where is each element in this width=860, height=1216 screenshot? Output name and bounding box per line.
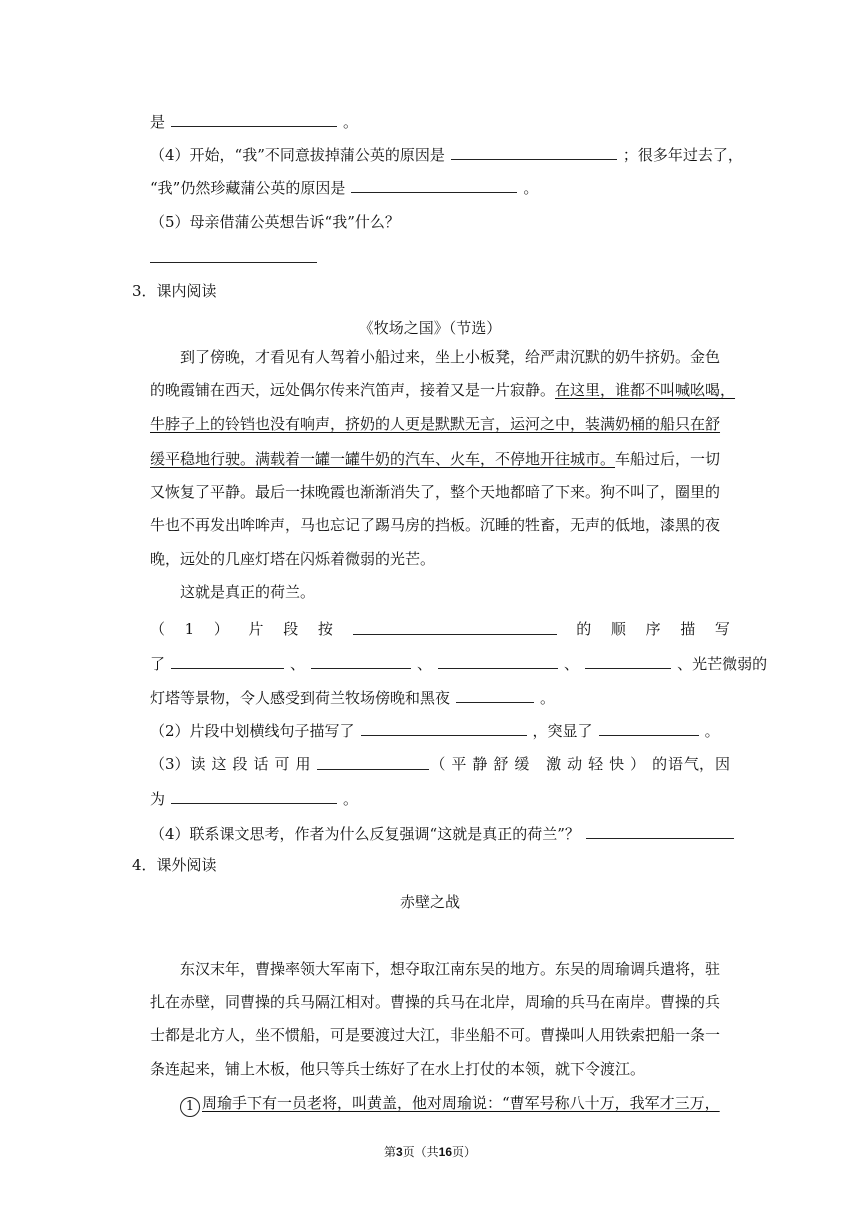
section-4-heading: 4．课外阅读 [132,856,217,874]
blank-field[interactable] [311,656,411,669]
paragraph-line: 士都是北方人，坐不惯船，可是要渡过大江，非坐船不可。曹操叫人用铁索把船一条一 [150,1026,721,1044]
question-1-cont: 了 、 、 、 、光芒微弱的 [150,655,768,673]
blank-field[interactable] [599,723,699,736]
section-4-title: 赤壁之战 [399,893,460,911]
section-3-title: 《牧场之国》（节选） [358,319,502,337]
blank-field[interactable] [585,656,671,669]
question-1-cont2: 灯塔等景物，令人感受到荷兰牧场傍晚和黑夜 。 [150,689,556,707]
blank-field[interactable] [171,791,337,804]
paragraph-line: 牛也不再发出哞哞声，马也忘记了踢马房的挡板。沉睡的牲畜，无声的低地，漆黑的夜 [150,516,721,534]
paragraph-line: 扎在赤壁，同曹操的兵马隔江相对。曹操的兵马在北岸，周瑜的兵马在南岸。曹操的兵 [150,993,721,1011]
answer-line-1: 是 。 [150,113,359,131]
paragraph-line: 条连起来，铺上木板，他只等兵士练好了在水上打仗的本领，就下令渡江。 [150,1060,646,1078]
answer-line-q5[interactable] [150,262,317,263]
blank-field[interactable] [451,147,617,160]
question-1: （ 1 ） 片 段 按 的 顺 序 描 写 [150,620,730,638]
question-3: （3） 读这段话可用 （平静舒缓 激动轻快） 的 语 气， 因 [150,755,730,773]
question-2: （2）片段中划横线句子描写了 ，突显了 。 [150,722,720,740]
question-4: （4）开始，“我”不同意拔掉蒲公英的原因是 ；很多年过去了， [150,146,743,164]
question-3-cont: 为 。 [150,790,359,808]
question-5: （5）母亲借蒲公英想告诉“我”什么？ [150,213,400,231]
paragraph-line: 1 周瑜手下有一员老将，叫黄盖，他对周瑜说：“曹军号称八十万，我军才三万， [180,1096,720,1117]
paragraph-line: 晚，远处的几座灯塔在闪烁着微弱的光芒。 [150,550,436,568]
blank-field[interactable] [361,723,527,736]
blank-field[interactable] [171,656,284,669]
blank-field[interactable] [353,622,557,635]
page-footer: 第3页（共16页） [383,1145,477,1159]
paragraph-line: 缓平稳地行驶。满载着一罐一罐牛奶的汽车、火车，不停地开往城市。车船过后，一切 [150,450,721,468]
paragraph-line-underlined: 牛脖子上的铃铛也没有响声，挤奶的人更是默默无言，运河之中，装满奶桶的船只在舒 [150,415,721,433]
blank-field[interactable] [456,690,534,703]
paragraph-line: 又恢复了平静。最后一抹晚霞也渐渐消失了，整个天地都暗了下来。狗不叫了，圈里的 [150,483,721,501]
blank-field[interactable] [438,656,558,669]
paragraph-line: 这就是真正的荷兰。 [180,583,316,601]
question-4: （4）联系课文思考，作者为什么反复强调“这就是真正的荷兰”？ [150,826,734,842]
blank-field[interactable] [351,180,517,193]
circled-number: 1 [180,1097,200,1117]
question-4-cont: “我”仍然珍藏蒲公英的原因是 。 [150,179,539,197]
paragraph-line: 到了傍晚，才看见有人驾着小船过来，坐上小板凳，给严肃沉默的奶牛挤奶。金色 [180,348,721,366]
paragraph-line: 东汉末年，曹操率领大军南下，想夺取江南东吴的地方。东吴的周瑜调兵遣将，驻 [180,960,721,978]
blank-field[interactable] [586,826,734,839]
blank-field[interactable] [171,114,337,127]
section-3-heading: 3．课内阅读 [132,282,217,300]
paragraph-line: 的晚霞铺在西天，远处偶尔传来汽笛声，接着又是一片寂静。在这里，谁都不叫喊吆喝， [150,381,736,399]
blank-field[interactable] [317,757,429,770]
